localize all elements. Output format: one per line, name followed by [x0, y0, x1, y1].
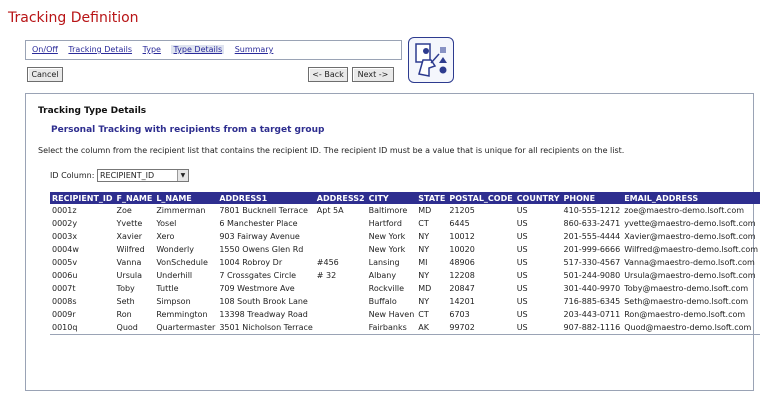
table-cell: Underhill — [156, 271, 193, 280]
column-header-state: STATE — [418, 193, 446, 203]
table-cell: Ron@maestro-demo.lsoft.com — [624, 310, 746, 319]
table-cell: Ron — [116, 310, 132, 319]
table-cell: 1004 Robroy Dr — [219, 258, 283, 267]
table-cell: 12208 — [449, 271, 475, 280]
table-row — [50, 321, 760, 335]
table-cell: #456 — [316, 258, 339, 267]
table-cell: Vanna — [116, 258, 142, 267]
table-cell: Xavier@maestro-demo.lsoft.com — [624, 232, 756, 241]
wizard-steps-nav — [25, 40, 402, 60]
table-cell: 0002y — [52, 219, 78, 228]
panel-description: Select the column from the recipient list that contains the recipient ID. The recipient ID must be a value that is unique for all recipients on the list. — [38, 146, 625, 155]
wizard-step-summary[interactable]: Summary — [234, 45, 274, 54]
table-cell: 7801 Bucknell Terrace — [219, 206, 308, 215]
table-cell: MI — [418, 258, 428, 267]
table-cell: US — [516, 310, 528, 319]
table-row — [50, 217, 760, 230]
table-cell: NY — [418, 232, 430, 241]
table-cell: # 32 — [316, 271, 337, 280]
table-cell — [315, 321, 367, 335]
table-row — [50, 308, 760, 321]
table-cell: Baltimore — [368, 206, 408, 215]
page-title: Tracking Definition — [8, 10, 139, 26]
table-cell: Quod@maestro-demo.lsoft.com — [622, 321, 760, 335]
table-cell: 0007t — [52, 284, 76, 293]
table-cell: US — [516, 232, 528, 241]
table-cell: zoe@maestro-demo.lsoft.com — [624, 206, 744, 215]
table-cell: US — [516, 245, 528, 254]
table-cell: 517-330-4567 — [563, 258, 621, 267]
table-header-row — [50, 192, 760, 204]
table-cell: 0009r — [52, 310, 76, 319]
table-cell: 48906 — [449, 258, 475, 267]
table-row — [50, 204, 760, 217]
table-row — [50, 243, 760, 256]
table-row — [50, 230, 760, 243]
table-cell: NY — [418, 297, 430, 306]
table-cell: 1550 Owens Glen Rd — [219, 245, 304, 254]
table-cell: Ursula@maestro-demo.lsoft.com — [624, 271, 756, 280]
cancel-button[interactable]: Cancel — [27, 67, 63, 82]
table-cell: US — [516, 206, 528, 215]
id-column-row — [50, 169, 189, 182]
table-cell: 99702 — [447, 321, 514, 335]
table-cell: Toby — [116, 284, 135, 293]
table-cell: 6445 — [449, 219, 470, 228]
table-cell: US — [516, 219, 528, 228]
column-header-f-name: F_NAME — [116, 193, 153, 203]
table-cell: US — [516, 297, 528, 306]
column-header-address1: ADDRESS1 — [217, 192, 314, 204]
table-cell: 13398 Treadway Road — [219, 310, 308, 319]
table-row — [50, 256, 760, 269]
table-cell: 716-885-6345 — [563, 297, 621, 306]
table-cell — [315, 217, 367, 230]
table-cell: Wilfred@maestro-demo.lsoft.com — [624, 245, 759, 254]
column-header-address2: ADDRESS2 — [316, 193, 365, 203]
table-cell: Fairbanks — [367, 321, 417, 335]
table-cell: Apt 5A — [316, 206, 344, 215]
table-cell: 0004w — [52, 245, 79, 254]
table-cell: Yosel — [156, 219, 177, 228]
table-cell: NY — [418, 245, 430, 254]
table-cell: Remmington — [156, 310, 208, 319]
column-header-phone: PHONE — [562, 192, 623, 204]
table-cell: Vanna@maestro-demo.lsoft.com — [624, 258, 755, 267]
table-cell: Buffalo — [368, 297, 397, 306]
table-cell: 201-999-6666 — [563, 245, 621, 254]
table-cell: 907-882-1116 — [562, 321, 623, 335]
wizard-step-type-details[interactable]: Type Details — [173, 45, 223, 54]
table-cell: Toby@maestro-demo.lsoft.com — [624, 284, 749, 293]
column-header-country: COUNTRY — [516, 193, 560, 203]
table-cell: 201-555-4444 — [563, 232, 621, 241]
panel-subheading: Personal Tracking with recipients from a target group — [51, 125, 325, 135]
table-cell: CT — [418, 310, 429, 319]
table-cell: 0008s — [52, 297, 77, 306]
table-cell: US — [516, 271, 528, 280]
recipients-table — [50, 192, 760, 335]
table-cell: NY — [418, 271, 430, 280]
table-cell: Ursula — [116, 271, 143, 280]
next-button[interactable]: Next -> — [352, 67, 394, 82]
table-cell — [315, 243, 367, 256]
table-cell: 0005v — [52, 258, 78, 267]
table-cell: MD — [418, 206, 432, 215]
back-button[interactable]: <- Back — [308, 67, 348, 82]
table-cell: Yvette — [116, 219, 143, 228]
table-cell: Zoe — [116, 206, 132, 215]
table-cell: New York — [368, 232, 406, 241]
table-cell — [315, 308, 367, 321]
table-cell: US — [515, 321, 562, 335]
table-cell: 10020 — [449, 245, 475, 254]
column-header-l-name: L_NAME — [154, 192, 217, 204]
table-cell: 0010q — [50, 321, 115, 335]
id-column-label: ID Column: — [50, 171, 95, 180]
chevron-down-icon: ▼ — [177, 170, 188, 181]
table-cell: Seth@maestro-demo.lsoft.com — [624, 297, 749, 306]
wizard-step-tracking-details[interactable]: Tracking Details — [68, 45, 133, 54]
column-header-recipient-id: RECIPIENT_ID — [52, 193, 113, 203]
table-cell — [315, 282, 367, 295]
column-header-email-address: EMAIL_ADDRESS — [622, 192, 760, 204]
table-cell: Quartermaster — [154, 321, 217, 335]
table-cell: CT — [418, 219, 429, 228]
table-row — [50, 282, 760, 295]
table-cell — [315, 295, 367, 308]
wizard-step-on-off[interactable]: On/Off — [32, 45, 58, 54]
column-header-city: CITY — [367, 192, 417, 204]
table-cell: Seth — [116, 297, 135, 306]
table-cell: 20847 — [449, 284, 475, 293]
table-cell: Rockville — [368, 284, 405, 293]
table-cell: Lansing — [368, 258, 400, 267]
table-cell: Wilfred — [116, 245, 145, 254]
table-cell: VonSchedule — [156, 258, 208, 267]
id-column-selected-value: RECIPIENT_ID — [99, 171, 155, 180]
table-cell: 6 Manchester Place — [219, 219, 298, 228]
table-cell: Xero — [156, 232, 175, 241]
table-cell: Xavier — [116, 232, 143, 241]
tracking-wizard-icon — [408, 37, 454, 83]
table-cell: AK — [416, 321, 447, 335]
table-row — [50, 295, 760, 308]
column-header-postal-code: POSTAL_CODE — [449, 193, 513, 203]
table-cell: 108 South Brook Lane — [219, 297, 308, 306]
table-cell: 860-633-2471 — [563, 219, 621, 228]
tracking-type-details-panel — [25, 93, 759, 391]
table-cell: Albany — [368, 271, 397, 280]
table-cell: 203-443-0711 — [563, 310, 621, 319]
table-cell: New Haven — [368, 310, 415, 319]
table-cell: 6703 — [449, 310, 470, 319]
wizard-step-type[interactable]: Type — [142, 45, 161, 54]
table-cell: US — [516, 258, 528, 267]
table-cell: New York — [368, 245, 406, 254]
table-cell: Wonderly — [156, 245, 194, 254]
panel-heading: Tracking Type Details — [38, 106, 147, 116]
table-cell: Tuttle — [156, 284, 179, 293]
table-cell: 410-555-1212 — [563, 206, 621, 215]
id-column-select[interactable] — [97, 169, 189, 182]
table-cell: 0006u — [52, 271, 78, 280]
table-cell: Quod — [115, 321, 155, 335]
table-cell: 21205 — [449, 206, 475, 215]
table-cell: 0001z — [52, 206, 77, 215]
table-cell: Hartford — [368, 219, 402, 228]
table-body — [50, 204, 760, 335]
table-cell: 7 Crossgates Circle — [219, 271, 297, 280]
table-cell: 0003x — [52, 232, 78, 241]
table-cell: 709 Westmore Ave — [219, 284, 295, 293]
table-cell: 3501 Nicholson Terrace — [217, 321, 314, 335]
table-cell: yvette@maestro-demo.lsoft.com — [624, 219, 756, 228]
table-cell: Simpson — [156, 297, 191, 306]
table-cell: 903 Fairway Avenue — [219, 232, 300, 241]
table-cell: 501-244-9080 — [563, 271, 621, 280]
table-cell: 10012 — [449, 232, 475, 241]
table-cell: 14201 — [449, 297, 475, 306]
table-cell — [315, 230, 367, 243]
table-cell: Zimmerman — [156, 206, 206, 215]
table-cell: MD — [418, 284, 432, 293]
table-row — [50, 269, 760, 282]
table-cell: 301-440-9970 — [563, 284, 621, 293]
table-cell: US — [516, 284, 528, 293]
